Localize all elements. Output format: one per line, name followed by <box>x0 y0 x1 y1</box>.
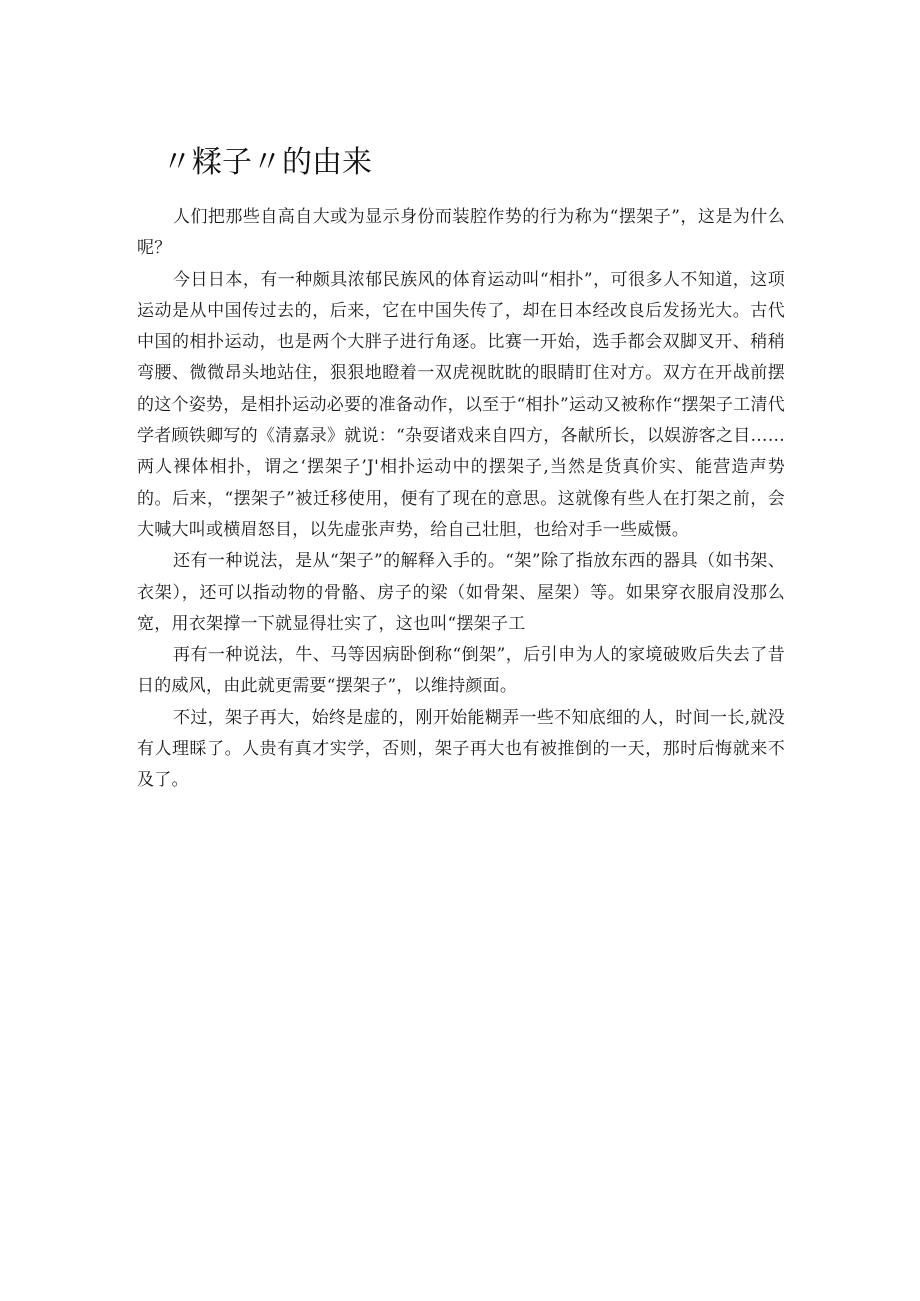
article-body <box>137 202 785 797</box>
paragraph-conclusion: 不过，架子再大，始终是虚的，刚开始能糊弄一些不知底细的人，时间一长,就没有人理睬了。人贵有真才实学，否则，架子再大也有被推倒的一天，那时后悔就来不及了。 <box>137 707 785 791</box>
paragraph-fallen-livestock: 再有一种说法，牛、马等因病卧倒称“倒架”，后引申为人的家境破败后失去了昔日的威风，由此就更需要“摆架子”，以维持颜面。 <box>137 645 785 697</box>
article-title: 〃糅子〃的由来 <box>162 145 372 180</box>
paragraph-frame-explanation: 还有一种说法，是从“架子”的解释入手的。“架”除了指放东西的器具（如书架、衣架），还可以指动物的骨骼、房子的梁（如骨架、屋架）等。如果穿衣服肩没那么宽，用衣架撑一下就显得壮实了，这也叫“摆架子工 <box>137 551 785 634</box>
paragraph-intro-question: 人们把那些自高自大或为显示身份而装腔作势的行为称为“摆架子”，这是为什么呢？ <box>137 207 785 259</box>
paragraph-sumo-origin: 今日日本，有一种颇具浓郁民族风的体育运动叫“相扑”，可很多人不知道，这项运动是从中国传过去的，后来，它在中国失传了，却在日本经改良后发扬光大。古代中国的相扑运动，也是两个大胖子进行角逐。比赛一开始，选手都会双脚叉开、稍稍弯腰、微微昂头地站住，狠狠地瞪着一双虎视眈眈的眼睛盯住对方。双方在开战前摆的这个姿势，是相扑运动必要的准备动作，以至于“相扑”运动又被称作“摆架子工清代学者顾铁卿写的《清嘉录》就说：“杂耍诸戏来自四方，各献所长，以娱游客之目……两人裸体相扑，谓之‘摆架子’J'相扑运动中的摆架子,当然是货真价实、能营造声势的。后来，“摆架子”被迁移使用，便有了现在的意思。这就像有些人在打架之前，会大喊大叫或横眉怒目，以先虚张声势，给自己壮胆，也给对手一些威慑。 <box>137 269 785 540</box>
